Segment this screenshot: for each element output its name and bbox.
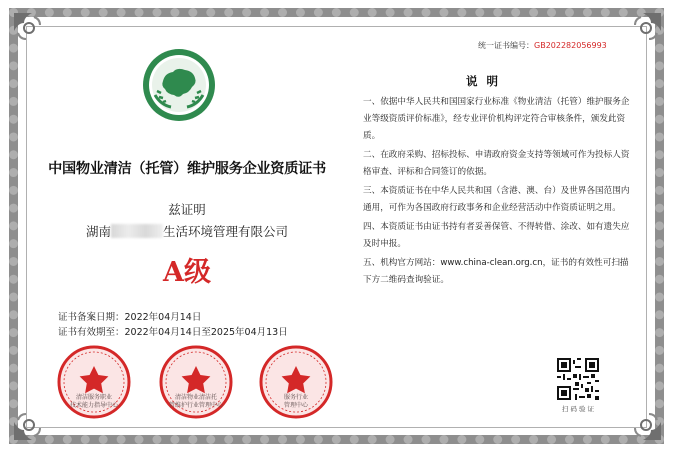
corner-ornament-icon bbox=[12, 408, 46, 442]
corner-ornament-icon bbox=[629, 11, 663, 45]
note-item: 一、依据中华人民共和国国家行业标准《物业清洁（托管）维护服务企业等级资质评价标准》，经专业评价机构评定符合审核条件，颁发此资质。 bbox=[363, 97, 630, 142]
seal-caption: 技术能力指导中心 bbox=[69, 402, 118, 409]
certify-text: 兹证明 bbox=[168, 202, 206, 217]
notes-title: 说明 bbox=[466, 74, 507, 88]
redacted-text bbox=[111, 224, 163, 238]
valid-period: 证书有效期至：2022年04月14日至2025年04月13日 bbox=[58, 327, 288, 338]
red-seal-icon bbox=[158, 344, 234, 420]
filing-date: 证书备案日期：2022年04月14日 bbox=[58, 312, 202, 323]
seal-caption: 服务行业 bbox=[283, 394, 308, 401]
seal-caption: 管维护行业管理中心 bbox=[168, 402, 223, 409]
certificate-number bbox=[478, 40, 607, 51]
seal-caption: 管理中心 bbox=[283, 402, 308, 409]
note-item: 三、本资质证书在中华人民共和国（含港、澳、台）及世界各国范围内通用，可作为各国政府行政事务和企业经营活动中作资质证明之用。 bbox=[363, 186, 630, 214]
red-seal-icon bbox=[258, 344, 334, 420]
certificate-number-value: GB202282056993 bbox=[534, 41, 607, 50]
note-item: 二、在政府采购、招标投标、申请政府资金支持等领域可作为投标人资格审查、评标和合同签订的依据。 bbox=[363, 150, 630, 178]
certificate-title: 中国物业清洁（托管）维护服务企业资质证书 bbox=[48, 161, 326, 177]
certificate-number-label: 统一证书编号： bbox=[478, 41, 534, 50]
qualification-grade: A级 bbox=[163, 257, 211, 288]
red-seal-icon bbox=[56, 344, 132, 420]
corner-ornament-icon bbox=[12, 11, 46, 45]
certificate-dates bbox=[58, 310, 288, 340]
company-name-suffix: 生活环境管理有限公司 bbox=[163, 224, 289, 239]
company-name-prefix: 湖南 bbox=[85, 224, 111, 239]
corner-ornament-icon bbox=[629, 408, 663, 442]
qr-code-label: 扫码验证 bbox=[562, 405, 596, 413]
association-logo-icon bbox=[141, 47, 217, 123]
qr-code-icon[interactable] bbox=[557, 358, 599, 400]
note-item: 四、本资质证书由证书持有者妥善保管、不得转借、涂改、如有遗失应及时申报。 bbox=[363, 221, 630, 250]
notes-list bbox=[363, 94, 633, 291]
seal-caption: 清洁服务职业 bbox=[75, 394, 112, 401]
note-item: 五、机构官方网站：www.china-clean.org.cn，证书的有效性可扫描下方二维码查询验证。 bbox=[363, 257, 629, 286]
seal-caption: 清洁物业清洁托 bbox=[174, 394, 217, 401]
company-name bbox=[24, 222, 350, 240]
